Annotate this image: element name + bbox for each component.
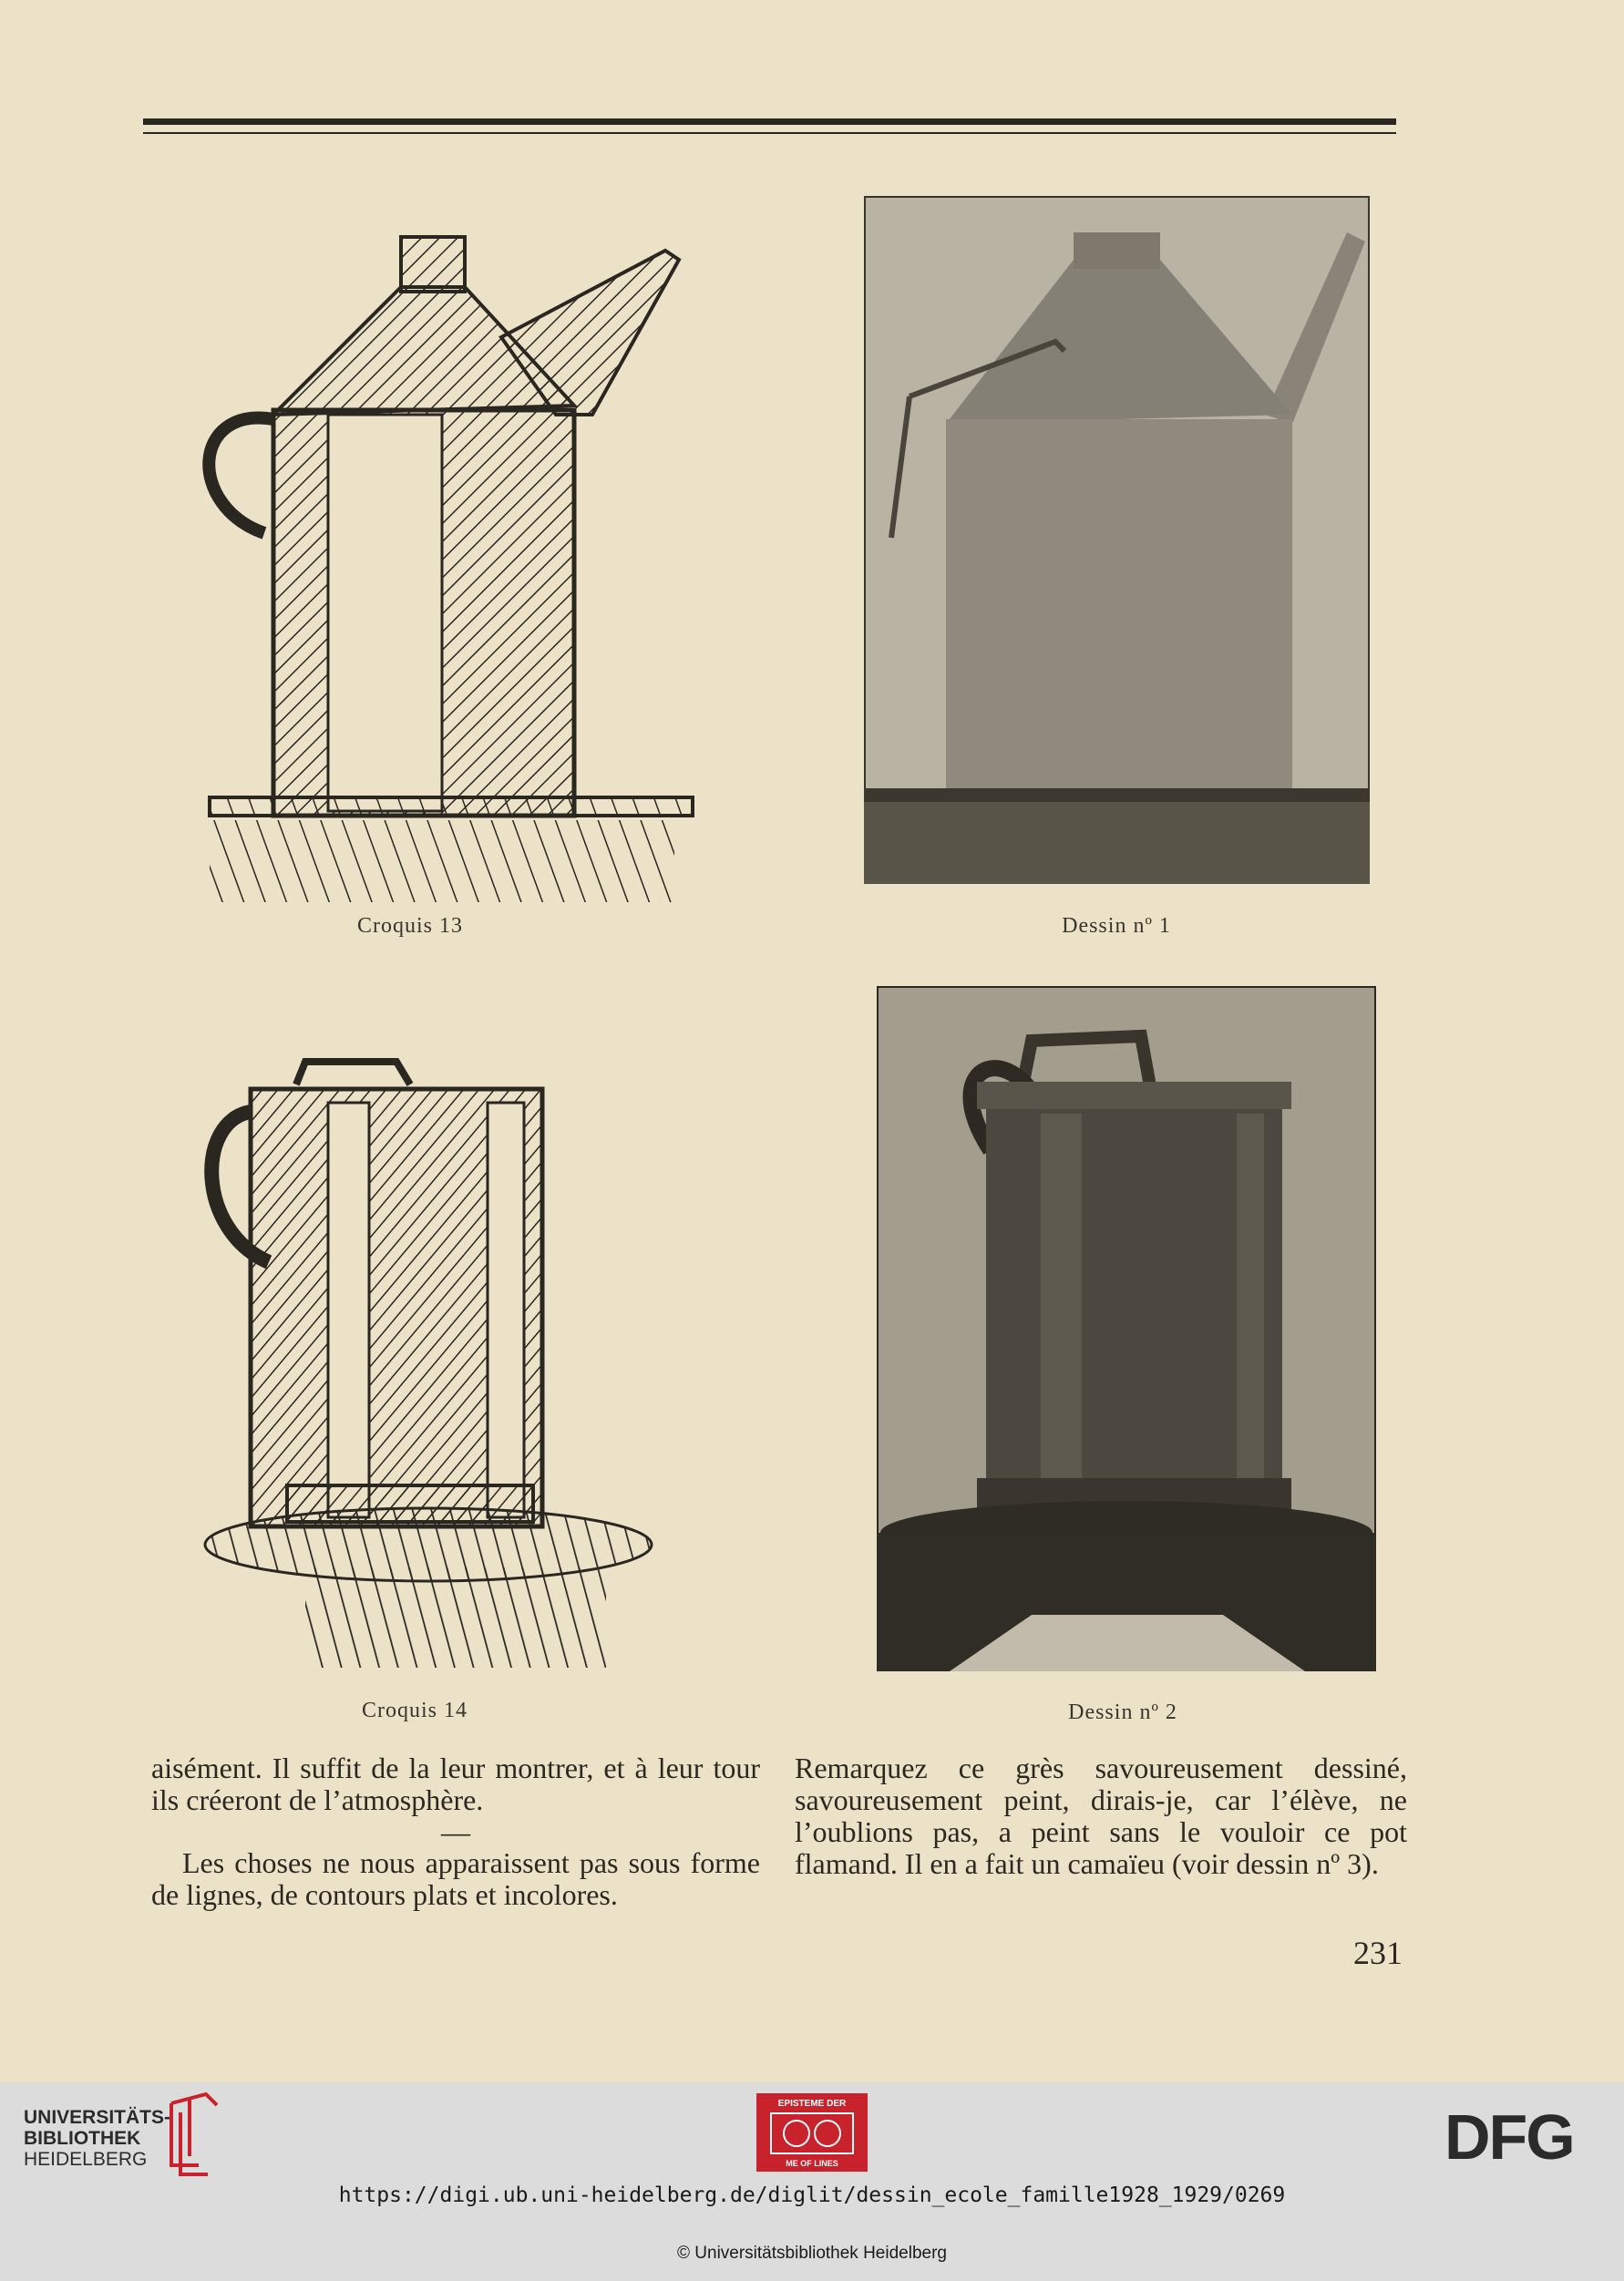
right-text-column — [795, 1752, 1407, 1880]
right-paragraph-1: Remarquez ce grès savoureusement dessiné, savoureusement peint, dirais-je, car l’élève, ne l’oublions pas, a peint sans le vouloir ce pot flamand. Il en a fait un camaïeu (voir dessin nº 3). — [795, 1752, 1407, 1880]
page-number: 231 — [1353, 1935, 1403, 1971]
copyright-notice: © Universitätsbibliothek Heidelberg — [677, 2244, 947, 2263]
caption-croquis-13: Croquis 13 — [356, 914, 463, 938]
left-paragraph-1: aisément. Il suffit de la leur montrer, et à leur tour ils créeront de l’atmosphère. — [151, 1752, 760, 1816]
ub-heidelberg-logo-text[interactable] — [24, 2107, 170, 2170]
croquis-14-sketch — [196, 1057, 661, 1677]
croquis-13-sketch — [191, 232, 702, 907]
permalink-url[interactable]: https://digi.ub.uni-heidelberg.de/diglit/dessin_ecole_famille1928_1929/0269 — [338, 2183, 1286, 2207]
grey-can-drawing — [864, 196, 1370, 884]
epistemes-top-text: EPISTEME DER — [777, 2099, 847, 2109]
library-line-2: BIBLIOTHEK — [24, 2128, 141, 2149]
library-line-1: UNIVERSITÄTS- — [24, 2107, 171, 2128]
header-rule-thick — [143, 118, 1396, 125]
jug-sketch-illustration — [196, 1057, 661, 1677]
left-text-column — [151, 1752, 760, 1911]
can-sketch-illustration — [191, 232, 702, 907]
dessin-1-drawing — [864, 196, 1370, 884]
left-paragraph-2: Les choses ne nous apparaissent pas sous forme de lignes, de contours plats et incolores. — [151, 1846, 760, 1911]
ub-logo-mark-icon[interactable] — [162, 2092, 226, 2176]
caption-dessin-2: Dessin nº 2 — [1068, 1700, 1177, 1724]
library-line-3: HEIDELBERG — [24, 2149, 148, 2170]
dark-jug-drawing — [877, 986, 1376, 1671]
dessin-2-drawing — [877, 986, 1376, 1671]
caption-dessin-1: Dessin nº 1 — [1062, 914, 1171, 938]
epistemes-bottom-text: ME OF LINES — [786, 2159, 838, 2168]
dfg-logo[interactable]: DFG — [1444, 2101, 1574, 2173]
caption-croquis-14: Croquis 14 — [361, 1699, 468, 1722]
section-dash: — — [441, 1815, 470, 1848]
epistemes-logo[interactable] — [756, 2093, 868, 2172]
header-rule-thin — [143, 132, 1396, 134]
